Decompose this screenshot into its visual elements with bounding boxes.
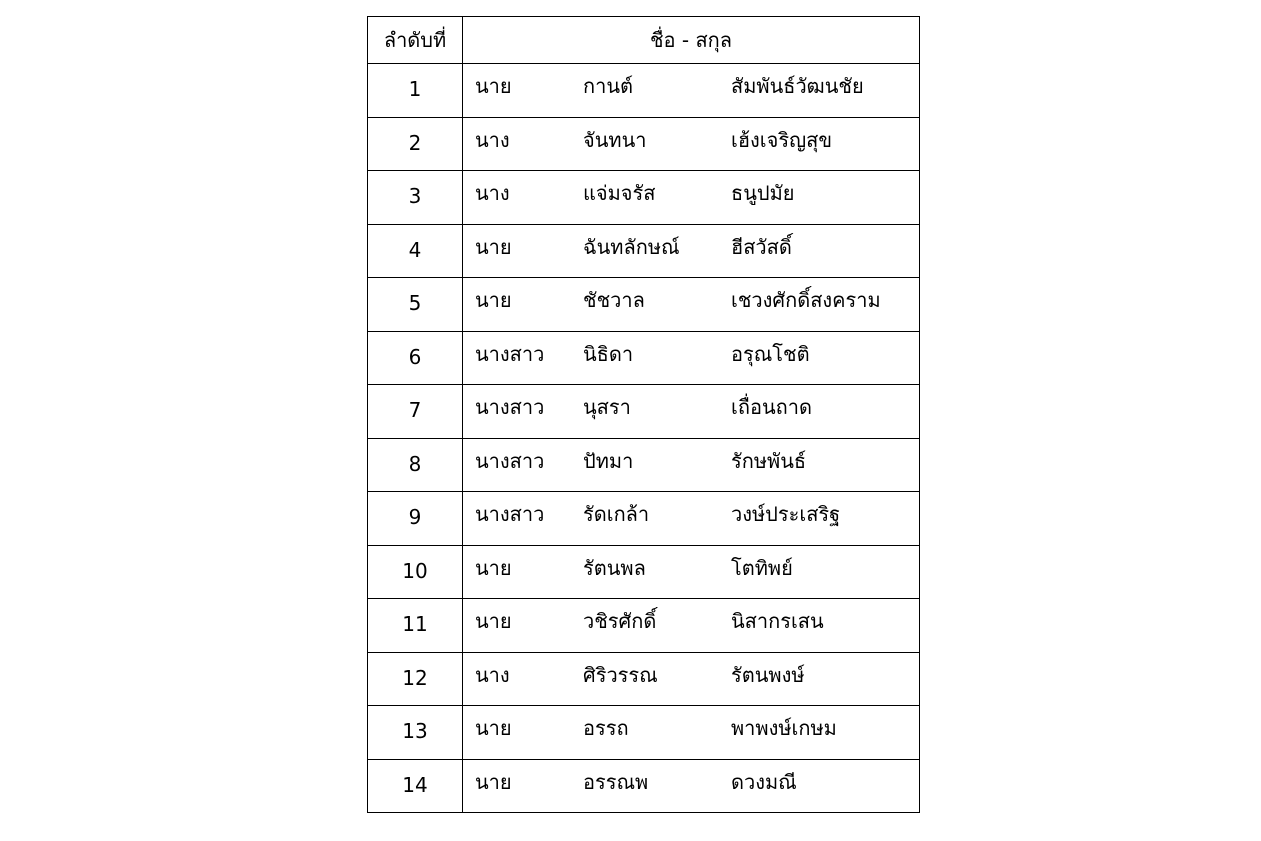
row-number-cell: [368, 759, 463, 813]
given-name: วชิรศักดิ์: [583, 609, 657, 634]
table-row: [368, 438, 920, 492]
row-number: 3: [408, 184, 422, 209]
full-name: [463, 599, 919, 652]
full-name-cell: [463, 706, 920, 760]
name-prefix: นาง: [475, 662, 510, 687]
row-number-cell: [368, 652, 463, 706]
given-name: จันทนา: [583, 127, 647, 152]
row-number: 11: [402, 612, 428, 637]
full-name-cell: [463, 385, 920, 439]
header-row: [368, 17, 920, 64]
surname: เถื่อนถาด: [731, 395, 812, 420]
table-row: [368, 171, 920, 225]
surname: โตทิพย์: [731, 555, 793, 580]
surname: อรุณโชติ: [731, 341, 810, 366]
given-name: อรรถ: [583, 716, 629, 741]
row-number: 10: [402, 558, 428, 583]
full-name: [463, 332, 919, 385]
full-name-cell: [463, 278, 920, 332]
full-name: [463, 439, 919, 492]
surname: ฮีสวัสดิ์: [731, 234, 792, 259]
row-number: 13: [402, 719, 428, 744]
surname: เชวงศักดิ์สงคราม: [731, 288, 881, 313]
name-prefix: นาย: [475, 716, 512, 741]
full-name-cell: [463, 171, 920, 225]
given-name: รัดเกล้า: [583, 502, 650, 527]
table-row: [368, 278, 920, 332]
full-name-cell: [463, 117, 920, 171]
surname: วงษ์ประเสริฐ: [731, 502, 841, 527]
given-name: ฉันทลักษณ์: [583, 234, 680, 259]
name-prefix: นาย: [475, 74, 512, 99]
full-name: [463, 706, 919, 759]
full-name: [463, 653, 919, 706]
surname: สัมพันธ์วัฒนชัย: [731, 74, 864, 99]
surname: ดวงมณี: [731, 769, 797, 794]
surname: รักษพันธ์: [731, 448, 807, 473]
row-number-cell: [368, 224, 463, 278]
name-prefix: นาย: [475, 609, 512, 634]
row-number: 2: [408, 130, 422, 155]
full-name: [463, 64, 919, 117]
given-name: นิธิดา: [583, 341, 634, 366]
name-prefix: นาย: [475, 288, 512, 313]
given-name: รัตนพล: [583, 555, 646, 580]
name-prefix: นาย: [475, 769, 512, 794]
full-name-cell: [463, 599, 920, 653]
full-name: [463, 385, 919, 438]
number-column-header: ลำดับที่: [368, 17, 463, 64]
surname: ธนูปมัย: [731, 181, 795, 206]
row-number-cell: [368, 331, 463, 385]
full-name-cell: [463, 492, 920, 546]
full-name-cell: [463, 652, 920, 706]
name-column-header: ชื่อ - สกุล: [463, 17, 920, 64]
name-prefix: นาง: [475, 127, 510, 152]
name-prefix: นาย: [475, 555, 512, 580]
table-row: [368, 759, 920, 813]
name-prefix: นางสาว: [475, 395, 545, 420]
table-row: [368, 224, 920, 278]
table-row: [368, 652, 920, 706]
name-prefix: นางสาว: [475, 341, 545, 366]
table-header: [368, 17, 920, 64]
row-number: 12: [402, 665, 428, 690]
full-name: [463, 171, 919, 224]
row-number: 14: [402, 772, 428, 797]
given-name: แจ่มจรัส: [583, 181, 656, 206]
name-prefix: นางสาว: [475, 502, 545, 527]
full-name: [463, 492, 919, 545]
full-name-cell: [463, 331, 920, 385]
row-number: 9: [408, 505, 422, 530]
table-row: [368, 331, 920, 385]
full-name: [463, 278, 919, 331]
full-name-cell: [463, 64, 920, 118]
surname: นิสากรเสน: [731, 609, 824, 634]
surname: รัตนพงษ์: [731, 662, 805, 687]
table-body: [368, 64, 920, 813]
name-prefix: นาง: [475, 181, 510, 206]
surname: พาพงษ์เกษม: [731, 716, 837, 741]
given-name: ศิริวรรณ: [583, 662, 658, 687]
given-name: ปัทมา: [583, 448, 634, 473]
row-number-cell: [368, 278, 463, 332]
row-number-cell: [368, 64, 463, 118]
row-number: 7: [408, 398, 422, 423]
given-name: ชัชวาล: [583, 288, 645, 313]
row-number-cell: [368, 492, 463, 546]
table-row: [368, 117, 920, 171]
table-row: [368, 706, 920, 760]
given-name: กานต์: [583, 74, 633, 99]
row-number: 5: [408, 291, 422, 316]
full-name-cell: [463, 438, 920, 492]
table-row: [368, 599, 920, 653]
given-name: อรรณพ: [583, 769, 649, 794]
name-prefix: นางสาว: [475, 448, 545, 473]
full-name-cell: [463, 224, 920, 278]
full-name: [463, 118, 919, 171]
full-name-cell: [463, 545, 920, 599]
row-number-cell: [368, 545, 463, 599]
row-number-cell: [368, 385, 463, 439]
name-prefix: นาย: [475, 234, 512, 259]
full-name: [463, 546, 919, 599]
row-number-cell: [368, 171, 463, 225]
row-number-cell: [368, 117, 463, 171]
row-number-cell: [368, 438, 463, 492]
given-name: นุสรา: [583, 395, 631, 420]
table-row: [368, 492, 920, 546]
name-roster-table: [367, 16, 920, 813]
full-name-cell: [463, 759, 920, 813]
full-name: [463, 225, 919, 278]
row-number-cell: [368, 599, 463, 653]
full-name: [463, 760, 919, 813]
row-number-cell: [368, 706, 463, 760]
table-row: [368, 545, 920, 599]
row-number: 4: [408, 237, 422, 262]
table-row: [368, 64, 920, 118]
row-number: 8: [408, 451, 422, 476]
row-number: 6: [408, 344, 422, 369]
table-row: [368, 385, 920, 439]
row-number: 1: [408, 77, 422, 102]
surname: เฮ้งเจริญสุข: [731, 127, 833, 152]
